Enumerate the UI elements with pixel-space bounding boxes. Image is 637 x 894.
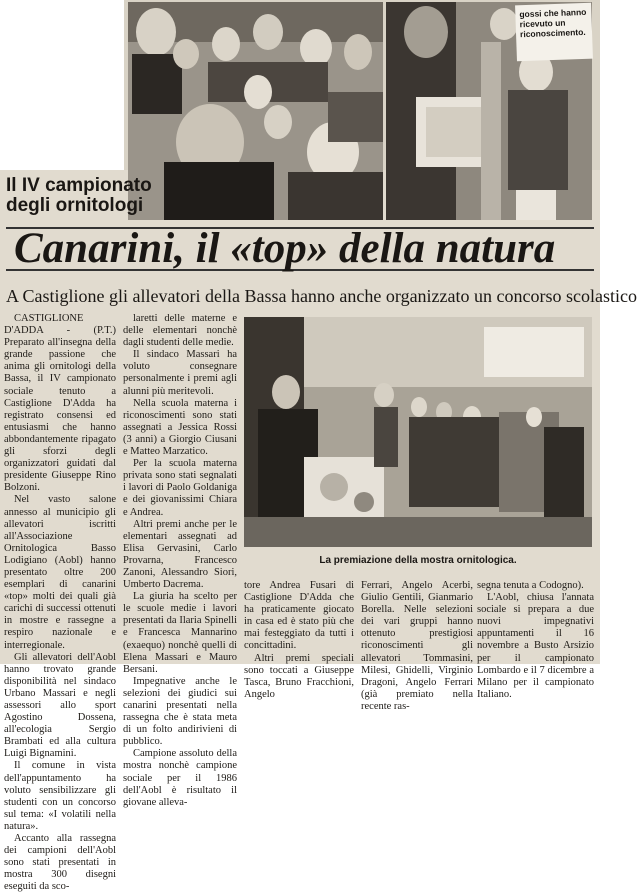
paragraph: Ferrari, Angelo Acerbi, Giulio Gentili, Gianmario Borella. Nelle selezioni dei vari gruppi hanno ottenuto prestigiosi riconoscimenti gli allevatori Tommasini, Milesi, Ghidelli, Virginio Dragoni, Angelo Ferrari (già premiato nella recente ras- xyxy=(361,580,473,712)
article-column-4 xyxy=(361,580,473,712)
main-photo-caption: La premiazione della mostra ornitologica. xyxy=(319,555,517,566)
kicker-line-2: degli ornitologi xyxy=(6,195,144,216)
paragraph: Gli allevatori dell'Aobl hanno trovato grande disponibilità nel sindaco Urbano Massari e negli assessori allo sport Agostino Dossena, all'ecologia Sergio Brambati ed alla cultura Luigi Bignamini. xyxy=(4,651,116,760)
article-column-1 xyxy=(4,313,116,893)
paragraph: tore Andrea Fusari di Castiglione D'Adda che ha praticamente giocato in casa ed è stato più che mai festeggiato da tutti i concittadini. xyxy=(244,580,354,652)
paragraph: Il sindaco Massari ha voluto consegnare personalmente i premi agli alunni più meritevoli. xyxy=(123,349,237,397)
paragraph: Il comune in vista dell'appuntamento ha voluto sensibilizzare gli studenti con un concorso sul tema: «I volatili nella natura». xyxy=(4,760,116,832)
paragraph: Campione assoluto della mostra nonchè campione sociale per il 1986 dell'Aobl è risultato il giovane alleva- xyxy=(123,748,237,808)
paragraph: CASTIGLIONE D'ADDA - (P.T.) Preparato all'insegna della grande passione che anima gli ornitologi della Bassa, il IV campionato sociale tenuto a Castiglione D'Adda ha registrato consensi ed entusiasmi che hanno abbondantemente ripagato gli sforzi degli organizzatori guidati dal presidente Giuseppe Rino Bolzoni. xyxy=(4,313,116,494)
kicker-heading xyxy=(6,176,206,216)
paragraph: Impegnative anche le selezioni dei giudici sui canarini presentati nella rassegna che è stata meta di un folto andirivieni di pubblico. xyxy=(123,675,237,748)
paragraph: laretti delle materne e delle elementari nonchè dagli studenti delle medie. xyxy=(123,313,237,349)
paragraph: Altri premi anche per le elementari assegnati ad Elisa Gervasini, Carlo Provarna, Francesco Zanoni, Alessandro Siori, Umberto Dacrema. xyxy=(123,518,237,591)
paragraph: La giuria ha scelto per le scuole medie i lavori presentati da Ilaria Spinelli e Francesca Mannarino (exaequo) nonchè quelli di Elena Massari e Mauro Bersani. xyxy=(123,591,237,675)
headline: Canarini, il «top» della natura xyxy=(14,225,556,272)
photo-exhibition-hall xyxy=(244,317,592,547)
paragraph: Accanto alla rassegna dei campioni dell'Aobl sono stati presentati in mostra 300 disegni eseguiti da sco- xyxy=(4,833,116,893)
subtitle: A Castiglione gli allevatori della Bassa hanno anche organizzato un concorso scolastico xyxy=(6,286,637,306)
paragraph: Nella scuola materna i riconoscimenti sono stati assegnati a Jessica Rossi (3 anni) a Giorgio Ciusani e Matteo Marzatico. xyxy=(123,397,237,458)
article-column-3 xyxy=(244,580,354,700)
top-photo-caption: gossi che hanno ricevuto un riconoscimento. xyxy=(515,3,593,62)
paragraph: L'Aobl, chiusa l'annata sociale si prepara a due nuovi impegnativi appuntamenti il 16 novembre a Busto Arsizio per il campionato Lombardo e il 7 dicembre a Milano per il campionato Italiano. xyxy=(477,592,594,700)
paragraph: Altri premi speciali sono toccati a Giuseppe Tasca, Bruno Fracchioni, Angelo xyxy=(244,652,354,700)
paragraph: segna tenuta a Codogno). xyxy=(477,580,584,591)
kicker-line-1: Il IV campionato xyxy=(6,175,152,196)
article-column-5 xyxy=(477,580,594,700)
article-column-2 xyxy=(123,313,237,808)
paragraph: Per la scuola materna privata sono stati segnalati i lavori di Paolo Goldaniga e dei giovanissimi Chiara e Andrea. xyxy=(123,458,237,518)
paragraph: Nel vasto salone annesso al municipio gli allevatori iscritti all'Associazione Ornitologica Basso Lodigiano (Aobl) hanno presentato oltre 200 esemplari di canarini «top» molti dei quali già carichi di successi ottenuti in mostre e rassegne a respiro nazionale e interregionale. xyxy=(4,494,116,651)
